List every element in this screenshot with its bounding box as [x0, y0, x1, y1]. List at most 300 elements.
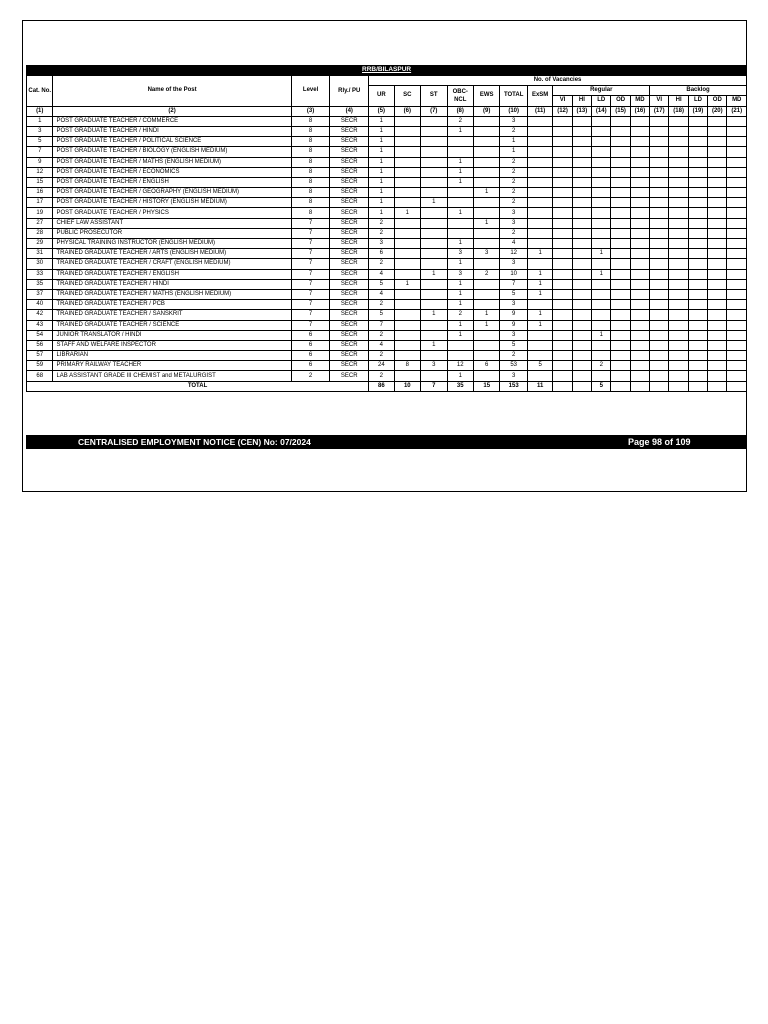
total-cell: 11 — [527, 381, 552, 391]
table-cell — [592, 351, 611, 361]
table-cell: 37 — [27, 289, 53, 299]
table-cell: 3 — [421, 361, 447, 371]
table-cell — [611, 208, 630, 218]
table-cell — [688, 228, 707, 238]
column-index-cell: (13) — [572, 106, 591, 116]
table-cell: 3 — [369, 239, 394, 249]
table-cell — [473, 126, 499, 136]
table-cell: 7 — [291, 279, 330, 289]
vacancy-table — [26, 75, 747, 392]
table-cell: 1 — [369, 137, 394, 147]
table-cell — [421, 177, 447, 187]
total-cell — [669, 381, 688, 391]
col-no-of-vacancies: No. of Vacancies — [369, 76, 747, 86]
table-cell — [473, 147, 499, 157]
table-cell — [708, 167, 727, 177]
table-cell — [708, 126, 727, 136]
total-cell — [688, 381, 707, 391]
table-cell: 2 — [369, 218, 394, 228]
table-cell — [611, 351, 630, 361]
table-cell — [708, 361, 727, 371]
table-cell — [611, 147, 630, 157]
table-cell: 8 — [291, 157, 330, 167]
table-cell — [727, 340, 747, 350]
table-cell — [473, 279, 499, 289]
table-cell: 5 — [500, 289, 527, 299]
table-cell — [394, 228, 420, 238]
table-cell — [592, 198, 611, 208]
column-index-cell: (12) — [553, 106, 572, 116]
table-cell — [688, 259, 707, 269]
table-row — [27, 137, 747, 147]
table-row — [27, 279, 747, 289]
table-cell — [727, 177, 747, 187]
table-cell — [527, 167, 552, 177]
table-cell — [611, 116, 630, 126]
table-cell — [650, 228, 669, 238]
table-cell — [394, 198, 420, 208]
total-cell: 7 — [421, 381, 447, 391]
table-cell — [527, 330, 552, 340]
table-cell — [669, 259, 688, 269]
column-index-cell: (15) — [611, 106, 630, 116]
table-cell — [421, 289, 447, 299]
table-cell — [650, 371, 669, 381]
table-cell — [669, 228, 688, 238]
table-cell — [688, 279, 707, 289]
total-cell — [650, 381, 669, 391]
table-cell — [572, 279, 591, 289]
table-cell — [727, 188, 747, 198]
column-index-cell: (7) — [421, 106, 447, 116]
table-cell — [630, 188, 649, 198]
table-cell: 7 — [291, 289, 330, 299]
table-cell — [611, 289, 630, 299]
post-name-cell: POST GRADUATE TEACHER / HISTORY (ENGLISH MEDIUM) — [53, 198, 291, 208]
table-cell — [572, 259, 591, 269]
table-cell — [572, 116, 591, 126]
table-cell — [688, 157, 707, 167]
table-cell: 40 — [27, 300, 53, 310]
table-cell: SECR — [330, 361, 369, 371]
table-cell — [572, 310, 591, 320]
table-cell — [572, 320, 591, 330]
table-cell: 1 — [369, 198, 394, 208]
table-cell — [708, 249, 727, 259]
table-cell — [473, 137, 499, 147]
table-cell: 4 — [369, 269, 394, 279]
post-name-cell: POST GRADUATE TEACHER / GEOGRAPHY (ENGLISH MEDIUM) — [53, 188, 291, 198]
table-cell — [527, 137, 552, 147]
total-cell: 35 — [447, 381, 473, 391]
table-cell — [727, 116, 747, 126]
table-row — [27, 208, 747, 218]
table-cell — [447, 137, 473, 147]
col-bkl-od: OD — [708, 96, 727, 106]
table-cell — [708, 137, 727, 147]
table-cell: 1 — [527, 320, 552, 330]
table-cell: 7 — [291, 310, 330, 320]
column-index-cell: (5) — [369, 106, 394, 116]
table-cell: SECR — [330, 116, 369, 126]
table-cell — [592, 116, 611, 126]
total-cell: 86 — [369, 381, 394, 391]
table-cell: 8 — [291, 116, 330, 126]
table-cell — [527, 157, 552, 167]
table-cell — [650, 361, 669, 371]
table-cell — [421, 239, 447, 249]
table-cell: SECR — [330, 330, 369, 340]
table-cell — [553, 351, 572, 361]
table-cell: 1 — [369, 177, 394, 187]
table-row — [27, 147, 747, 157]
table-cell: 1 — [447, 320, 473, 330]
table-cell: 24 — [369, 361, 394, 371]
table-cell: 3 — [500, 116, 527, 126]
post-name-cell: JUNIOR TRANSLATOR / HINDI — [53, 330, 291, 340]
col-bkl-hi: HI — [669, 96, 688, 106]
table-cell — [394, 249, 420, 259]
table-cell — [688, 300, 707, 310]
table-cell: 7 — [291, 320, 330, 330]
table-row — [27, 249, 747, 259]
table-cell — [688, 340, 707, 350]
column-index-cell: (14) — [592, 106, 611, 116]
table-cell: 12 — [500, 249, 527, 259]
table-cell — [688, 198, 707, 208]
table-cell — [527, 228, 552, 238]
post-name-cell: TRAINED GRADUATE TEACHER / ARTS (ENGLISH MEDIUM) — [53, 249, 291, 259]
table-cell: 1 — [421, 198, 447, 208]
table-cell — [553, 289, 572, 299]
table-cell: 1 — [394, 279, 420, 289]
table-cell — [650, 218, 669, 228]
table-cell — [669, 351, 688, 361]
table-cell — [553, 177, 572, 187]
table-cell: 1 — [421, 269, 447, 279]
table-cell — [669, 279, 688, 289]
column-index-cell: (2) — [53, 106, 291, 116]
table-cell — [394, 259, 420, 269]
table-cell — [708, 340, 727, 350]
table-cell — [611, 340, 630, 350]
table-cell: 1 — [473, 188, 499, 198]
table-cell: 1 — [447, 289, 473, 299]
table-cell — [394, 371, 420, 381]
table-cell — [572, 269, 591, 279]
table-cell — [669, 198, 688, 208]
table-cell: 2 — [369, 351, 394, 361]
table-cell — [592, 320, 611, 330]
table-cell — [630, 371, 649, 381]
table-cell — [421, 167, 447, 177]
table-cell — [394, 269, 420, 279]
table-cell — [630, 208, 649, 218]
table-cell: SECR — [330, 320, 369, 330]
table-cell: SECR — [330, 279, 369, 289]
table-cell — [447, 340, 473, 350]
table-row — [27, 269, 747, 279]
table-cell — [630, 147, 649, 157]
table-cell — [611, 239, 630, 249]
table-cell — [708, 157, 727, 167]
table-cell — [473, 198, 499, 208]
table-cell — [669, 300, 688, 310]
table-cell — [611, 177, 630, 187]
table-cell — [394, 340, 420, 350]
table-cell: 7 — [500, 279, 527, 289]
table-cell — [592, 188, 611, 198]
table-cell — [473, 340, 499, 350]
table-cell: 1 — [369, 126, 394, 136]
table-cell — [421, 188, 447, 198]
table-cell — [473, 351, 499, 361]
table-cell — [688, 147, 707, 157]
table-cell — [688, 371, 707, 381]
table-cell — [553, 310, 572, 320]
table-cell — [421, 259, 447, 269]
col-ur: UR — [369, 86, 394, 106]
table-cell: 1 — [592, 249, 611, 259]
table-cell — [650, 239, 669, 249]
table-row — [27, 300, 747, 310]
table-cell — [630, 249, 649, 259]
table-cell: 2 — [500, 198, 527, 208]
table-cell: 1 — [527, 269, 552, 279]
table-cell: 68 — [27, 371, 53, 381]
table-cell — [394, 157, 420, 167]
col-total: TOTAL — [500, 86, 527, 106]
table-cell — [650, 188, 669, 198]
table-cell — [688, 289, 707, 299]
table-cell — [611, 188, 630, 198]
table-cell — [630, 289, 649, 299]
table-cell — [572, 218, 591, 228]
table-cell — [727, 259, 747, 269]
table-cell — [630, 310, 649, 320]
table-cell — [447, 198, 473, 208]
table-cell — [708, 330, 727, 340]
col-name: Name of the Post — [53, 76, 291, 107]
table-cell: 1 — [421, 310, 447, 320]
table-cell: 3 — [500, 259, 527, 269]
table-cell — [669, 218, 688, 228]
col-rly: Rly./ PU — [330, 76, 369, 107]
table-cell — [669, 116, 688, 126]
table-cell — [527, 177, 552, 187]
col-st: ST — [421, 86, 447, 106]
table-cell: SECR — [330, 259, 369, 269]
table-cell: 6 — [291, 361, 330, 371]
col-backlog: Backlog — [650, 86, 747, 96]
table-cell: 12 — [27, 167, 53, 177]
column-index-cell: (17) — [650, 106, 669, 116]
table-cell — [727, 330, 747, 340]
table-cell: 7 — [291, 249, 330, 259]
table-cell — [592, 208, 611, 218]
table-cell — [527, 208, 552, 218]
table-row — [27, 330, 747, 340]
table-cell — [553, 157, 572, 167]
table-cell: 56 — [27, 340, 53, 350]
table-cell: 8 — [291, 208, 330, 218]
table-cell: 33 — [27, 269, 53, 279]
post-name-cell: POST GRADUATE TEACHER / POLITICAL SCIENCE — [53, 137, 291, 147]
table-row — [27, 177, 747, 187]
table-cell — [708, 351, 727, 361]
table-cell — [688, 239, 707, 249]
table-cell — [421, 137, 447, 147]
column-index-cell: (16) — [630, 106, 649, 116]
table-cell — [727, 351, 747, 361]
column-index-cell: (9) — [473, 106, 499, 116]
table-cell: 35 — [27, 279, 53, 289]
table-cell — [611, 300, 630, 310]
table-cell — [592, 218, 611, 228]
table-cell — [592, 300, 611, 310]
table-row — [27, 167, 747, 177]
table-cell — [708, 116, 727, 126]
table-cell: 42 — [27, 310, 53, 320]
table-cell: 28 — [27, 228, 53, 238]
table-cell — [592, 310, 611, 320]
table-cell — [611, 249, 630, 259]
table-cell — [688, 208, 707, 218]
table-cell — [708, 300, 727, 310]
total-cell — [572, 381, 591, 391]
col-reg-hi: HI — [572, 96, 591, 106]
column-index-cell: (8) — [447, 106, 473, 116]
table-cell — [650, 300, 669, 310]
table-cell: SECR — [330, 147, 369, 157]
table-cell — [394, 167, 420, 177]
table-cell — [572, 126, 591, 136]
table-cell: 3 — [500, 208, 527, 218]
table-cell — [727, 167, 747, 177]
table-cell: 1 — [473, 218, 499, 228]
table-cell: 8 — [291, 137, 330, 147]
post-name-cell: POST GRADUATE TEACHER / HINDI — [53, 126, 291, 136]
table-cell: SECR — [330, 137, 369, 147]
table-cell — [630, 279, 649, 289]
post-name-cell: LAB ASSISTANT GRADE III CHEMIST and METALURGIST — [53, 371, 291, 381]
table-cell — [572, 208, 591, 218]
table-cell — [727, 320, 747, 330]
table-cell — [527, 126, 552, 136]
table-cell: 2 — [592, 361, 611, 371]
table-cell: 5 — [500, 340, 527, 350]
column-index-cell: (10) — [500, 106, 527, 116]
table-cell: SECR — [330, 167, 369, 177]
post-name-cell: PHYSICAL TRAINING INSTRUCTOR (ENGLISH MEDIUM) — [53, 239, 291, 249]
table-cell — [572, 228, 591, 238]
table-cell: 1 — [447, 371, 473, 381]
table-cell: 54 — [27, 330, 53, 340]
table-cell — [553, 167, 572, 177]
table-cell: 2 — [447, 310, 473, 320]
table-cell — [650, 259, 669, 269]
table-cell — [630, 269, 649, 279]
table-cell — [592, 177, 611, 187]
table-cell — [708, 218, 727, 228]
table-cell — [708, 198, 727, 208]
table-cell — [421, 371, 447, 381]
table-cell — [592, 157, 611, 167]
table-cell — [592, 228, 611, 238]
col-ews: EWS — [473, 86, 499, 106]
table-cell: 7 — [291, 269, 330, 279]
table-cell — [669, 167, 688, 177]
total-cell: 10 — [394, 381, 420, 391]
table-cell: 1 — [447, 259, 473, 269]
table-cell: 5 — [527, 361, 552, 371]
table-cell — [650, 269, 669, 279]
table-cell — [553, 269, 572, 279]
table-cell: 9 — [500, 310, 527, 320]
table-cell — [611, 330, 630, 340]
table-cell: 8 — [291, 147, 330, 157]
table-cell — [592, 340, 611, 350]
table-cell — [708, 239, 727, 249]
table-cell — [669, 249, 688, 259]
table-cell — [572, 198, 591, 208]
table-cell: 8 — [291, 188, 330, 198]
table-cell — [708, 310, 727, 320]
table-cell — [592, 147, 611, 157]
table-cell — [553, 228, 572, 238]
table-cell — [611, 167, 630, 177]
post-name-cell: POST GRADUATE TEACHER / BIOLOGY (ENGLISH MEDIUM) — [53, 147, 291, 157]
table-cell: 6 — [291, 340, 330, 350]
table-cell: 2 — [447, 116, 473, 126]
table-cell — [708, 177, 727, 187]
table-row — [27, 239, 747, 249]
table-cell — [553, 361, 572, 371]
table-cell — [708, 269, 727, 279]
table-cell — [688, 126, 707, 136]
table-cell — [592, 137, 611, 147]
table-cell — [727, 289, 747, 299]
table-cell: SECR — [330, 126, 369, 136]
table-cell: 1 — [369, 188, 394, 198]
table-row — [27, 157, 747, 167]
table-cell — [708, 320, 727, 330]
table-cell — [553, 137, 572, 147]
table-row — [27, 310, 747, 320]
table-cell — [727, 279, 747, 289]
total-cell — [630, 381, 649, 391]
post-name-cell: POST GRADUATE TEACHER / ENGLISH — [53, 177, 291, 187]
table-cell: SECR — [330, 239, 369, 249]
table-row — [27, 126, 747, 136]
table-cell: SECR — [330, 340, 369, 350]
table-cell — [421, 126, 447, 136]
table-cell — [592, 371, 611, 381]
table-cell: 27 — [27, 218, 53, 228]
table-cell: 8 — [291, 126, 330, 136]
table-cell — [527, 218, 552, 228]
table-cell: 2 — [369, 371, 394, 381]
table-cell — [650, 126, 669, 136]
table-cell — [688, 351, 707, 361]
table-cell — [572, 249, 591, 259]
table-cell — [630, 300, 649, 310]
table-cell — [708, 188, 727, 198]
table-cell — [630, 137, 649, 147]
post-name-cell: LIBRARIAN — [53, 351, 291, 361]
table-cell — [727, 371, 747, 381]
table-cell — [688, 269, 707, 279]
